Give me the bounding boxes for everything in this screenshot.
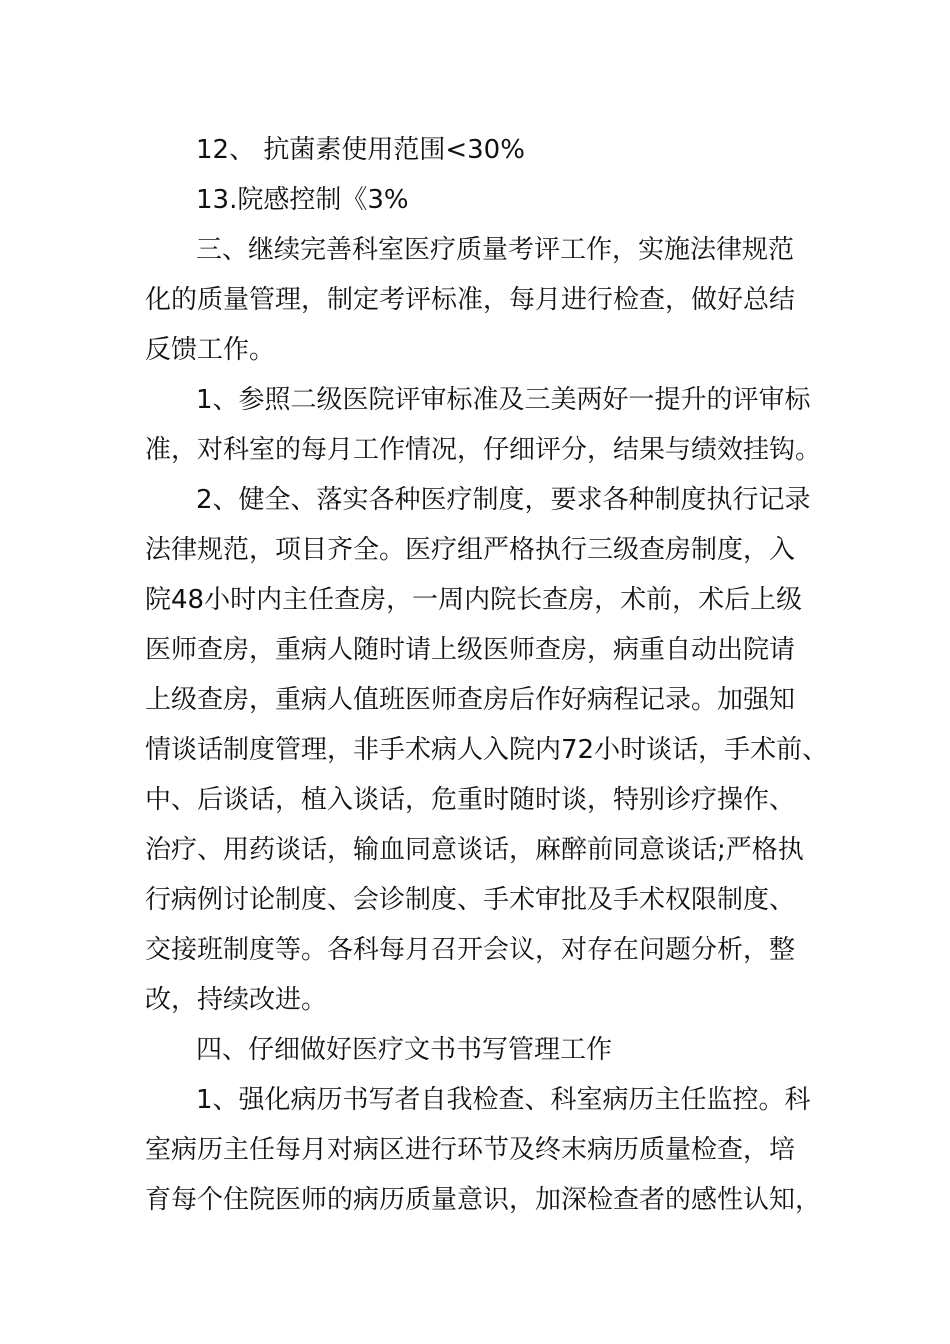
- paragraph-heading: 三、继续完善科室医疗质量考评工作，实施法律规范: [196, 235, 795, 265]
- text-line: 交接班制度等。各科每月召开会议，对存在问题分析，整: [145, 935, 796, 965]
- text-line: 上级查房，重病人值班医师查房后作好病程记录。加强知: [145, 685, 796, 715]
- text-line: 准，对科室的每月工作情况，仔细评分，结果与绩效挂钩。: [145, 435, 822, 465]
- text-line: 1、强化病历书写者自我检查、科室病历主任监控。科: [196, 1085, 811, 1115]
- text-line: 院48小时内主任查房，一周内院长查房，术前，术后上级: [145, 585, 803, 615]
- text-line: 医师查房，重病人随时请上级医师查房，病重自动出院请: [145, 635, 796, 665]
- text-line: 中、后谈话，植入谈话，危重时随时谈，特别诊疗操作、: [145, 785, 796, 815]
- text-line: 情谈话制度管理，非手术病人入院内72小时谈话，手术前、: [145, 735, 829, 765]
- text-line: 法律规范，项目齐全。医疗组严格执行三级查房制度，入: [145, 535, 796, 565]
- text-line: 1、参照二级医院评审标准及三美两好一提升的评审标: [196, 385, 811, 415]
- text-line: 化的质量管理，制定考评标准，每月进行检查，做好总结: [145, 285, 796, 315]
- text-line: 13.院感控制《3%: [196, 185, 409, 215]
- text-line: 反馈工作。: [145, 335, 276, 365]
- text-line: 改，持续改进。: [145, 985, 328, 1015]
- text-line: 治疗、用药谈话，输血同意谈话，麻醉前同意谈话;严格执: [145, 835, 804, 865]
- text-line: 12、 抗菌素使用范围<30%: [196, 135, 525, 165]
- paragraph-heading: 四、仔细做好医疗文书书写管理工作: [196, 1035, 613, 1065]
- text-line: 行病例讨论制度、会诊制度、手术审批及手术权限制度、: [145, 885, 796, 915]
- text-line: 2、健全、落实各种医疗制度，要求各种制度执行记录: [196, 485, 811, 515]
- text-line: 室病历主任每月对病区进行环节及终末病历质量检查，培: [145, 1135, 796, 1165]
- text-line: 育每个住院医师的病历质量意识，加深检查者的感性认知，: [145, 1185, 822, 1215]
